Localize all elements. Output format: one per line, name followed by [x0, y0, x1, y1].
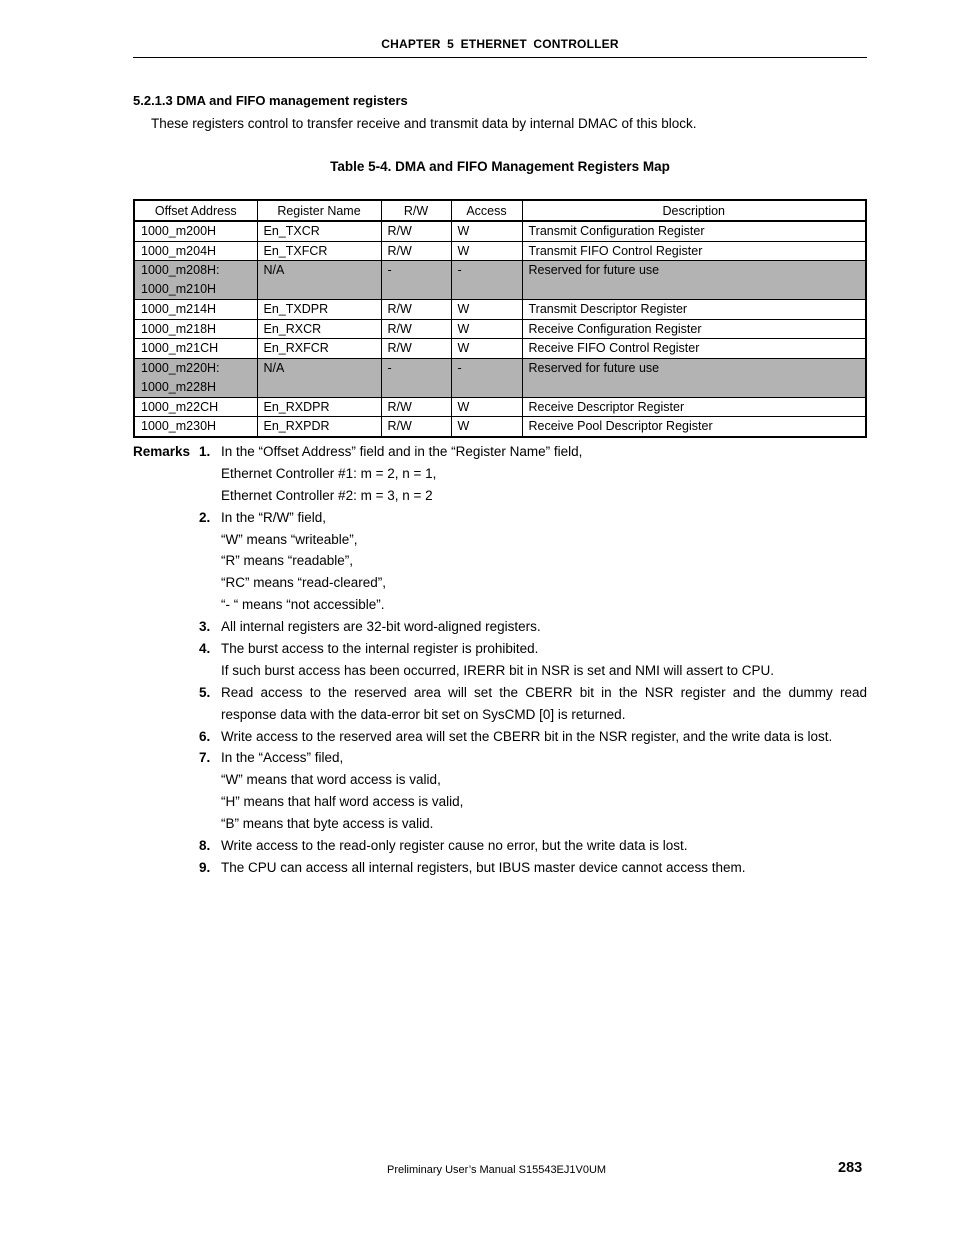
column-header-rw: R/W	[381, 200, 451, 221]
remarks-section	[133, 441, 867, 879]
table-row	[134, 319, 866, 339]
offset-start: 1000_m208H:	[141, 263, 220, 277]
table-header-row	[134, 200, 866, 221]
access-cell: W	[451, 221, 522, 241]
remark-number: 7.	[199, 750, 211, 766]
remark-3	[133, 616, 867, 638]
description-cell: Receive FIFO Control Register	[522, 339, 866, 359]
rw-cell: R/W	[381, 300, 451, 320]
remark-2-line	[133, 529, 867, 551]
remark-5	[133, 682, 867, 704]
offset-cell: 1000_m21CH	[134, 339, 257, 359]
offset-cell: 1000_m214H	[134, 300, 257, 320]
section-title: 5.2.1.3 DMA and FIFO management registers	[133, 93, 408, 108]
access-cell: W	[451, 241, 522, 261]
remark-8	[133, 835, 867, 857]
remark-number: 3.	[199, 619, 211, 635]
remark-4-line	[133, 660, 867, 682]
remark-number: 5.	[199, 684, 211, 700]
rw-cell: R/W	[381, 339, 451, 359]
register-name-cell: En_RXFCR	[257, 339, 381, 359]
description-cell: Reserved for future use	[522, 358, 866, 397]
description-cell: Receive Descriptor Register	[522, 397, 866, 417]
rw-cell: -	[381, 358, 451, 397]
offset-start: 1000_m220H:	[141, 360, 220, 375]
access-cell: W	[451, 300, 522, 320]
column-header-description: Description	[522, 200, 866, 221]
table-row-reserved	[134, 358, 866, 397]
remark-7	[133, 747, 867, 769]
register-map-table	[133, 199, 867, 438]
access-cell: W	[451, 339, 522, 359]
register-name-cell: En_RXDPR	[257, 397, 381, 417]
remark-text: All internal registers are 32-bit word-aligned registers.	[221, 619, 541, 635]
remark-text: “H” means that half word access is valid,	[221, 794, 464, 810]
remark-text: “R” means “readable”,	[221, 553, 354, 569]
remark-text: Ethernet Controller #2: m = 3, n = 2	[221, 487, 433, 503]
register-name-cell: En_RXPDR	[257, 417, 381, 437]
register-name-cell: N/A	[257, 261, 381, 300]
remark-number: 6.	[199, 728, 211, 744]
description-cell: Transmit FIFO Control Register	[522, 241, 866, 261]
offset-cell: 1000_m230H	[134, 417, 257, 437]
description-cell: Transmit Configuration Register	[522, 221, 866, 241]
remark-2-line	[133, 572, 867, 594]
rw-cell: -	[381, 261, 451, 300]
remark-2-line	[133, 550, 867, 572]
column-header-register-name: Register Name	[257, 200, 381, 221]
remark-text: In the “Access” filed,	[221, 750, 344, 766]
remark-number: 9.	[199, 859, 211, 875]
table-row	[134, 339, 866, 359]
offset-end: 1000_m228H	[141, 379, 217, 394]
table-row-reserved	[134, 261, 866, 300]
offset-cell: 1000_m204H	[134, 241, 257, 261]
remark-1-line	[133, 463, 867, 485]
header-divider	[133, 57, 867, 58]
remark-text: “W” means that word access is valid,	[221, 772, 441, 788]
register-name-cell: En_RXCR	[257, 319, 381, 339]
remark-7-line	[133, 813, 867, 835]
rw-cell: R/W	[381, 241, 451, 261]
remark-text: In the “R/W” field,	[221, 509, 327, 525]
remarks-label: Remarks	[133, 444, 191, 459]
access-cell: W	[451, 319, 522, 339]
remark-text: “W” means “writeable”,	[221, 531, 358, 547]
offset-cell	[134, 261, 257, 300]
remark-2	[133, 507, 867, 529]
table-row	[134, 221, 866, 241]
remark-text: The CPU can access all internal registers, but IBUS master device cannot access them.	[221, 859, 746, 875]
register-name-cell: En_TXFCR	[257, 241, 381, 261]
description-cell: Receive Pool Descriptor Register	[522, 417, 866, 437]
offset-cell: 1000_m218H	[134, 319, 257, 339]
description-cell: Transmit Descriptor Register	[522, 300, 866, 320]
rw-cell: R/W	[381, 319, 451, 339]
table-row	[134, 241, 866, 261]
remark-text: “- “ means “not accessible”.	[221, 597, 385, 613]
remark-text: Write access to the reserved area will set the CBERR bit in the NSR register, and the write data is lost.	[221, 728, 833, 744]
offset-cell	[134, 358, 257, 397]
rw-cell: R/W	[381, 417, 451, 437]
remark-5-line	[133, 704, 867, 726]
chapter-header: CHAPTER 5 ETHERNET CONTROLLER	[381, 37, 619, 51]
remark-number: 8.	[199, 838, 211, 854]
remark-text: The burst access to the internal register is prohibited.	[221, 641, 539, 657]
register-name-cell: En_TXCR	[257, 221, 381, 241]
register-name-cell: En_TXDPR	[257, 300, 381, 320]
remark-text: “RC” means “read-cleared”,	[221, 575, 387, 591]
remark-1	[133, 441, 867, 463]
table-row	[134, 397, 866, 417]
offset-cell: 1000_m200H	[134, 221, 257, 241]
remark-number: 4.	[199, 641, 211, 657]
column-header-access: Access	[451, 200, 522, 221]
access-cell: W	[451, 397, 522, 417]
access-cell: -	[451, 261, 522, 300]
table-row	[134, 417, 866, 437]
access-cell: -	[451, 358, 522, 397]
remark-6	[133, 726, 867, 748]
remark-9	[133, 857, 867, 879]
table-caption: Table 5-4. DMA and FIFO Management Registers Map	[330, 159, 670, 174]
remark-number: 1.	[199, 444, 211, 459]
offset-end: 1000_m210H	[141, 282, 217, 296]
table-row	[134, 300, 866, 320]
page-number: 283	[838, 1160, 863, 1176]
footer-manual-id: Preliminary User’s Manual S15543EJ1V0UM	[387, 1164, 607, 1176]
column-header-offset: Offset Address	[134, 200, 257, 221]
remark-7-line	[133, 769, 867, 791]
rw-cell: R/W	[381, 221, 451, 241]
remark-7-line	[133, 791, 867, 813]
description-cell: Reserved for future use	[522, 261, 866, 300]
remark-2-line	[133, 594, 867, 616]
remark-text: response data with the data-error bit set on SysCMD [0] is returned.	[221, 706, 626, 722]
remark-text: Ethernet Controller #1: m = 2, n = 1,	[221, 465, 437, 481]
remark-text: Write access to the read-only register cause no error, but the write data is lost.	[221, 838, 688, 854]
offset-cell: 1000_m22CH	[134, 397, 257, 417]
description-cell: Receive Configuration Register	[522, 319, 866, 339]
remark-number: 2.	[199, 509, 211, 525]
access-cell: W	[451, 417, 522, 437]
remark-text: “B” means that byte access is valid.	[221, 816, 434, 832]
remark-text: If such burst access has been occurred, IRERR bit in NSR is set and NMI will assert to CPU.	[221, 662, 774, 678]
remark-text: In the “Offset Address” field and in the “Register Name” field,	[221, 444, 583, 459]
register-name-cell: N/A	[257, 358, 381, 397]
section-intro: These registers control to transfer receive and transmit data by internal DMAC of this block.	[151, 116, 697, 131]
rw-cell: R/W	[381, 397, 451, 417]
remark-1-line	[133, 485, 867, 507]
remark-text: Read access to the reserved area will set the CBERR bit in the NSR register and the dummy read	[221, 684, 867, 700]
remark-4	[133, 638, 867, 660]
